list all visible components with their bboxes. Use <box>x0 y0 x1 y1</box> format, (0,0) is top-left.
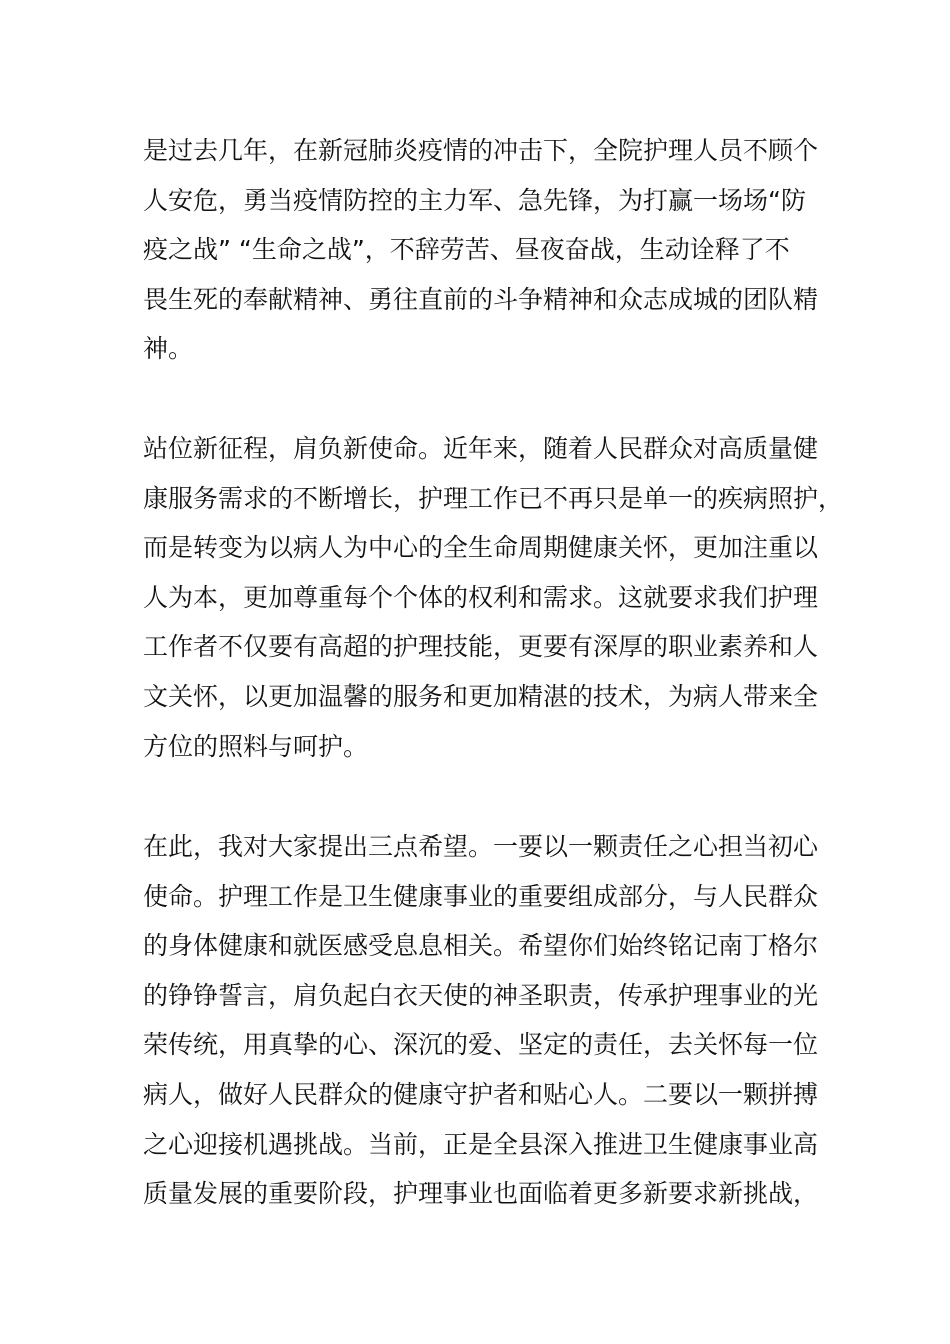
paragraph-line: 的身体健康和就医感受息息相关。希望你们始终铭记南丁格尔 <box>143 931 819 961</box>
paragraph-line: 人为本，更加尊重每个个体的权利和需求。这就要求我们护理 <box>143 582 819 612</box>
paragraph-line: 质量发展的重要阶段，护理事业也面临着更多新要求新挑战， <box>143 1179 819 1209</box>
paragraph-line: 工作者不仅要有高超的护理技能，更要有深厚的职业素养和人 <box>143 632 819 662</box>
paragraph-line: 病人，做好人民群众的健康守护者和贴心人。二要以一颗拼搏 <box>143 1079 819 1109</box>
paragraph-line: 是过去几年，在新冠肺炎疫情的冲击下，全院护理人员不顾个 <box>143 136 819 165</box>
paragraph-line: 使命。护理工作是卫生健康事业的重要组成部分，与人民群众 <box>143 881 819 911</box>
paragraph-line: 而是转变为以病人为中心的全生命周期健康关怀，更加注重以 <box>143 533 819 563</box>
paragraph-line: 的铮铮誓言，肩负起白衣天使的神圣职责，传承护理事业的光 <box>143 980 819 1010</box>
paragraph-line: 神。 <box>143 334 194 364</box>
paragraph-line: 在此，我对大家提出三点希望。一要以一颗责任之心担当初心 <box>143 832 819 861</box>
paragraph-line: 人安危，勇当疫情防控的主力军、急先锋，为打赢一场场“防 <box>143 185 806 215</box>
paragraph-line: 站位新征程，肩负新使命。近年来，随着人民群众对高质量健 <box>143 434 819 463</box>
paragraph-line: 荣传统，用真挚的心、深沉的爱、坚定的责任，去关怀每一位 <box>143 1030 819 1060</box>
paragraph-2 <box>143 424 844 771</box>
paragraph-line: 方位的照料与呵护。 <box>143 731 369 761</box>
paragraph-3 <box>143 822 823 1219</box>
paragraph-line: 康服务需求的不断增长，护理工作已不再只是单一的疾病照护， <box>143 483 844 513</box>
paragraph-1 <box>143 126 823 374</box>
paragraph-line: 疫之战” “生命之战”，不辞劳苦、昼夜奋战，生动诠释了不 <box>143 235 790 265</box>
paragraph-line: 之心迎接机遇挑战。当前，正是全县深入推进卫生健康事业高 <box>143 1129 819 1159</box>
paragraph-line: 文关怀，以更加温馨的服务和更加精湛的技术，为病人带来全 <box>143 681 819 711</box>
paragraph-line: 畏生死的奉献精神、勇往直前的斗争精神和众志成城的团队精 <box>143 284 819 314</box>
